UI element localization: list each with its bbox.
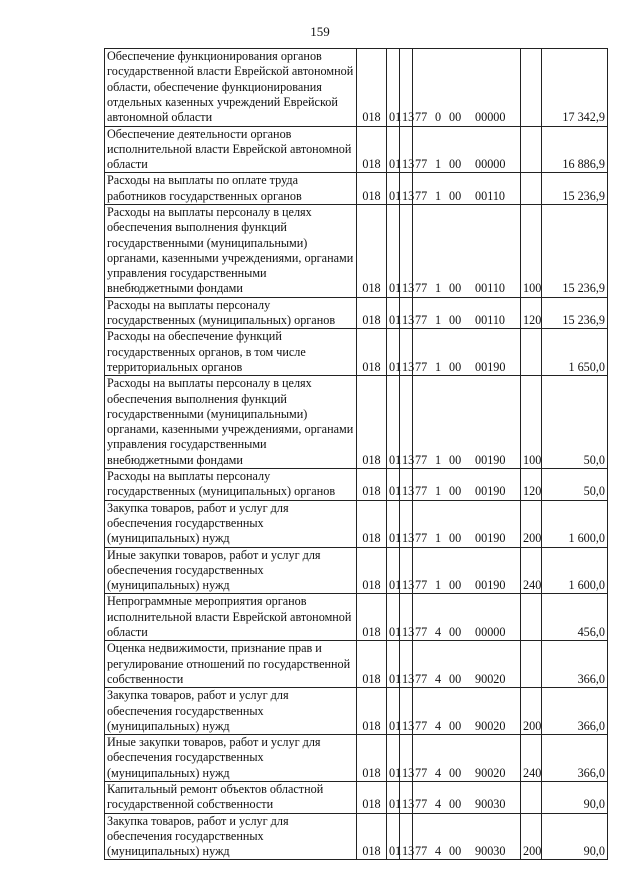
row-direction: 00000	[475, 110, 506, 125]
row-target-article	[413, 547, 521, 594]
row-target-article	[413, 594, 521, 641]
row-subprogram: 1	[435, 281, 442, 296]
row-program: 77	[415, 188, 428, 203]
row-subsection: 13	[400, 329, 413, 376]
row-name: Расходы на выплаты персоналу государственных (муниципальных) органов	[105, 297, 357, 329]
row-name: Закупка товаров, работ и услуг для обеспечения государственных (муниципальных) нужд	[105, 500, 357, 547]
row-subsection: 13	[400, 297, 413, 329]
row-direction: 00190	[475, 452, 506, 467]
row-group: 00	[449, 359, 462, 374]
row-section: 01	[387, 688, 400, 735]
row-program: 77	[415, 452, 428, 467]
row-amount: 15 236,9	[542, 297, 608, 329]
table-row	[105, 688, 608, 735]
row-section: 01	[387, 173, 400, 205]
row-ved: 018	[357, 594, 387, 641]
table-row	[105, 297, 608, 329]
row-ved: 018	[357, 688, 387, 735]
row-program: 77	[415, 718, 428, 733]
row-program: 77	[415, 625, 428, 640]
row-subsection: 13	[400, 813, 413, 860]
row-ved: 018	[357, 49, 387, 127]
row-ved: 018	[357, 469, 387, 501]
row-target-article	[413, 126, 521, 173]
row-group: 00	[449, 281, 462, 296]
row-name: Расходы на выплаты персоналу государственных (муниципальных) органов	[105, 469, 357, 501]
table-row	[105, 813, 608, 860]
row-expense-type	[521, 126, 542, 173]
row-expense-type	[521, 49, 542, 127]
row-name: Обеспечение деятельности органов исполнительной власти Еврейской автономной области	[105, 126, 357, 173]
row-amount: 366,0	[542, 641, 608, 688]
row-subsection: 13	[400, 735, 413, 782]
row-expense-type: 240	[521, 735, 542, 782]
row-section: 01	[387, 376, 400, 469]
row-subprogram: 1	[435, 157, 442, 172]
row-direction: 90020	[475, 718, 506, 733]
row-expense-type: 120	[521, 297, 542, 329]
row-ved: 018	[357, 547, 387, 594]
row-target-article	[413, 813, 521, 860]
row-name: Обеспечение функционирования органов государственной власти Еврейской автономной области, обеспечение функционирования отдельных казенных учреждений Еврейской автономной области	[105, 49, 357, 127]
row-program: 77	[415, 671, 428, 686]
row-subsection: 13	[400, 594, 413, 641]
row-amount: 1 650,0	[542, 329, 608, 376]
row-program: 77	[415, 531, 428, 546]
row-expense-type: 200	[521, 500, 542, 547]
row-amount: 15 236,9	[542, 173, 608, 205]
row-section: 01	[387, 594, 400, 641]
row-target-article	[413, 297, 521, 329]
row-group: 00	[449, 765, 462, 780]
row-subprogram: 4	[435, 718, 442, 733]
row-target-article	[413, 782, 521, 814]
row-direction: 00190	[475, 578, 506, 593]
row-target-article	[413, 688, 521, 735]
row-ved: 018	[357, 204, 387, 297]
row-name: Закупка товаров, работ и услуг для обеспечения государственных (муниципальных) нужд	[105, 688, 357, 735]
row-direction: 00000	[475, 625, 506, 640]
row-ved: 018	[357, 735, 387, 782]
row-section: 01	[387, 49, 400, 127]
row-subprogram: 1	[435, 188, 442, 203]
table-row	[105, 500, 608, 547]
row-subprogram: 1	[435, 578, 442, 593]
row-subsection: 13	[400, 469, 413, 501]
row-direction: 00000	[475, 157, 506, 172]
row-program: 77	[415, 797, 428, 812]
row-subprogram: 4	[435, 797, 442, 812]
table-row	[105, 126, 608, 173]
row-expense-type: 120	[521, 469, 542, 501]
row-program: 77	[415, 578, 428, 593]
table-row	[105, 49, 608, 127]
row-group: 00	[449, 157, 462, 172]
table-row	[105, 641, 608, 688]
row-subsection: 13	[400, 376, 413, 469]
row-amount: 456,0	[542, 594, 608, 641]
row-name: Непрограммные мероприятия органов исполнительной власти Еврейской автономной области	[105, 594, 357, 641]
row-amount: 366,0	[542, 735, 608, 782]
row-section: 01	[387, 297, 400, 329]
row-subprogram: 1	[435, 531, 442, 546]
row-program: 77	[415, 110, 428, 125]
row-ved: 018	[357, 376, 387, 469]
table-row	[105, 782, 608, 814]
row-name: Расходы на обеспечение функций государственных органов, в том числе территориальных органов	[105, 329, 357, 376]
row-subsection: 13	[400, 204, 413, 297]
row-group: 00	[449, 844, 462, 859]
budget-table	[104, 48, 608, 860]
row-name: Закупка товаров, работ и услуг для обеспечения государственных (муниципальных) нужд	[105, 813, 357, 860]
table-row	[105, 469, 608, 501]
row-subprogram: 1	[435, 313, 442, 328]
row-subsection: 13	[400, 49, 413, 127]
row-group: 00	[449, 313, 462, 328]
row-direction: 90020	[475, 671, 506, 686]
row-expense-type	[521, 329, 542, 376]
row-expense-type: 100	[521, 204, 542, 297]
row-subprogram: 4	[435, 671, 442, 686]
row-program: 77	[415, 313, 428, 328]
row-target-article	[413, 469, 521, 501]
row-amount: 1 600,0	[542, 500, 608, 547]
row-direction: 00110	[475, 188, 506, 203]
row-direction: 00190	[475, 531, 506, 546]
page-number: 159	[310, 24, 330, 39]
table-row	[105, 329, 608, 376]
row-program: 77	[415, 844, 428, 859]
row-section: 01	[387, 641, 400, 688]
row-amount: 90,0	[542, 813, 608, 860]
row-subsection: 13	[400, 126, 413, 173]
row-expense-type	[521, 641, 542, 688]
row-group: 00	[449, 578, 462, 593]
row-section: 01	[387, 500, 400, 547]
row-direction: 00190	[475, 359, 506, 374]
row-section: 01	[387, 329, 400, 376]
row-program: 77	[415, 765, 428, 780]
row-subprogram: 4	[435, 625, 442, 640]
row-subsection: 13	[400, 782, 413, 814]
row-group: 00	[449, 671, 462, 686]
row-section: 01	[387, 126, 400, 173]
row-ved: 018	[357, 641, 387, 688]
row-name: Оценка недвижимости, признание прав и регулирование отношений по государственной собственности	[105, 641, 357, 688]
row-expense-type: 200	[521, 688, 542, 735]
row-program: 77	[415, 157, 428, 172]
row-subsection: 13	[400, 173, 413, 205]
budget-table-body	[105, 49, 608, 860]
row-target-article	[413, 329, 521, 376]
row-ved: 018	[357, 782, 387, 814]
row-ved: 018	[357, 173, 387, 205]
row-section: 01	[387, 735, 400, 782]
row-program: 77	[415, 359, 428, 374]
row-amount: 50,0	[542, 469, 608, 501]
row-section: 01	[387, 547, 400, 594]
row-amount: 366,0	[542, 688, 608, 735]
row-direction: 00190	[475, 484, 506, 499]
row-expense-type	[521, 173, 542, 205]
row-target-article	[413, 173, 521, 205]
row-direction: 90030	[475, 797, 506, 812]
row-subsection: 13	[400, 641, 413, 688]
row-program: 77	[415, 281, 428, 296]
row-group: 00	[449, 188, 462, 203]
row-name: Иные закупки товаров, работ и услуг для обеспечения государственных (муниципальных) нужд	[105, 547, 357, 594]
row-group: 00	[449, 484, 462, 499]
row-group: 00	[449, 797, 462, 812]
table-row	[105, 204, 608, 297]
row-amount: 15 236,9	[542, 204, 608, 297]
row-amount: 50,0	[542, 376, 608, 469]
row-amount: 17 342,9	[542, 49, 608, 127]
row-group: 00	[449, 718, 462, 733]
row-ved: 018	[357, 297, 387, 329]
table-row	[105, 173, 608, 205]
row-expense-type: 100	[521, 376, 542, 469]
row-ved: 018	[357, 500, 387, 547]
row-subsection: 13	[400, 688, 413, 735]
row-target-article	[413, 49, 521, 127]
row-direction: 00110	[475, 313, 506, 328]
row-target-article	[413, 641, 521, 688]
row-subsection: 13	[400, 547, 413, 594]
row-subprogram: 1	[435, 359, 442, 374]
table-row	[105, 735, 608, 782]
row-ved: 018	[357, 813, 387, 860]
row-group: 00	[449, 625, 462, 640]
row-direction: 90030	[475, 844, 506, 859]
row-target-article	[413, 500, 521, 547]
row-group: 00	[449, 110, 462, 125]
row-subprogram: 4	[435, 844, 442, 859]
row-program: 77	[415, 484, 428, 499]
row-group: 00	[449, 452, 462, 467]
row-amount: 16 886,9	[542, 126, 608, 173]
row-amount: 1 600,0	[542, 547, 608, 594]
row-direction: 90020	[475, 765, 506, 780]
row-name: Расходы на выплаты персоналу в целях обеспечения выполнения функций государственными (муниципальными) органами, казенными учреждениями, органами управления государственными внебюджетными фондами	[105, 376, 357, 469]
row-subprogram: 1	[435, 452, 442, 467]
row-target-article	[413, 204, 521, 297]
row-target-article	[413, 376, 521, 469]
row-amount: 90,0	[542, 782, 608, 814]
table-row	[105, 376, 608, 469]
row-target-article	[413, 735, 521, 782]
row-group: 00	[449, 531, 462, 546]
row-name: Расходы на выплаты персоналу в целях обеспечения выполнения функций государственными (муниципальными) органами, казенными учреждениями, органами управления государственными внебюджетными фондами	[105, 204, 357, 297]
row-section: 01	[387, 204, 400, 297]
row-section: 01	[387, 469, 400, 501]
row-subprogram: 0	[435, 110, 442, 125]
row-direction: 00110	[475, 281, 506, 296]
row-name: Иные закупки товаров, работ и услуг для обеспечения государственных (муниципальных) нужд	[105, 735, 357, 782]
row-expense-type	[521, 594, 542, 641]
table-row	[105, 594, 608, 641]
row-name: Капитальный ремонт объектов областной государственной собственности	[105, 782, 357, 814]
row-name: Расходы на выплаты по оплате труда работников государственных органов	[105, 173, 357, 205]
row-expense-type: 200	[521, 813, 542, 860]
row-expense-type	[521, 782, 542, 814]
row-ved: 018	[357, 329, 387, 376]
row-expense-type: 240	[521, 547, 542, 594]
row-subprogram: 4	[435, 765, 442, 780]
table-row	[105, 547, 608, 594]
row-section: 01	[387, 782, 400, 814]
row-section: 01	[387, 813, 400, 860]
row-ved: 018	[357, 126, 387, 173]
row-subsection: 13	[400, 500, 413, 547]
row-subprogram: 1	[435, 484, 442, 499]
